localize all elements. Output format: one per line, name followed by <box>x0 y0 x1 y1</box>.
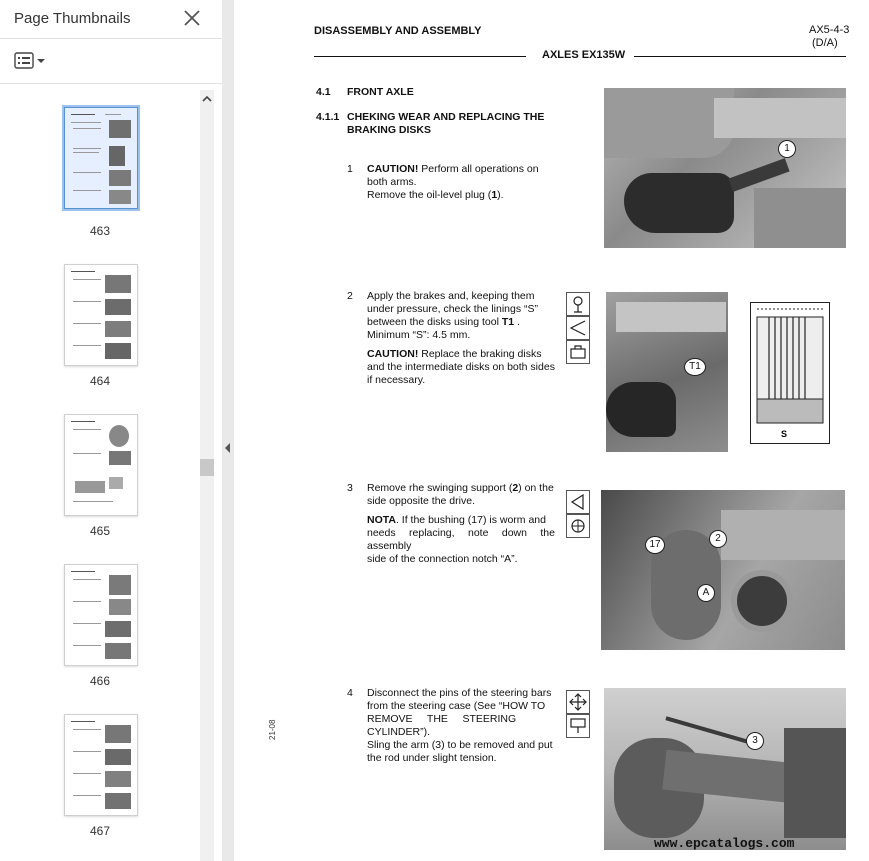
scrollbar-thumb[interactable] <box>200 459 214 476</box>
panel-title: Page Thumbnails <box>14 10 131 27</box>
callout-1: 1 <box>778 140 796 158</box>
close-icon[interactable] <box>180 6 204 30</box>
page-thumbnail-465[interactable] <box>64 414 138 516</box>
page-number-463: 463 <box>89 224 111 238</box>
page-number-466: 466 <box>89 674 111 688</box>
caution-label: CAUTION! <box>367 163 419 175</box>
thumbnails-panel <box>0 0 223 861</box>
page-number-467: 467 <box>89 824 111 838</box>
panel-header <box>0 0 222 39</box>
document-page <box>234 0 869 861</box>
section-number: 4.1 <box>316 86 331 98</box>
remove-arrow-icon <box>566 490 590 514</box>
watermark-text: www.epcatalogs.com <box>654 836 795 851</box>
panel-toolbar <box>0 39 222 84</box>
list-options-icon[interactable] <box>14 51 48 71</box>
header-left-title: DISASSEMBLY AND ASSEMBLY <box>314 25 482 37</box>
brake-pedal-icon <box>566 292 590 316</box>
header-page-code: AX5-4-3 <box>809 24 850 36</box>
tool-kit-icon <box>566 340 590 364</box>
page-thumbnail-466[interactable] <box>64 564 138 666</box>
header-rule-left <box>314 56 526 57</box>
photo-brake-check <box>606 292 728 452</box>
collapse-panel-arrow-icon[interactable] <box>223 440 233 456</box>
label-s: S <box>781 429 788 439</box>
page-thumbnail-467[interactable] <box>64 714 138 816</box>
step-number: 4 <box>347 687 353 699</box>
step-4-text: Disconnect the pins of the steering bars from the steering case (See “HOW TO REMOVE THE STEERING CYLINDER”). Sling the arm (3) to be removed and put the rod under slight tension. <box>367 687 553 764</box>
photo-steering-bars <box>604 688 846 850</box>
step-number: 1 <box>347 163 353 175</box>
caution-label: CAUTION! <box>367 348 419 360</box>
step-2-text: Apply the brakes and, keeping them under pressure, check the linings “S” between the disks using tool T1 . Minimum “S”: 4.5 mm. CAUTION! Replace the braking disks and the intermediate disks on both sides if necessary. <box>367 290 555 386</box>
step-number: 2 <box>347 290 353 302</box>
subsection-title-line2: BRAKING DISKS <box>347 124 432 136</box>
section-title: FRONT AXLE <box>347 86 414 98</box>
page-thumbnail-463[interactable] <box>64 107 138 209</box>
panel-splitter[interactable] <box>222 0 234 861</box>
header-center-title: AXLES EX135W <box>542 49 626 61</box>
photo-swinging-support <box>601 490 845 650</box>
feeler-gauge-icon <box>566 316 590 340</box>
callout-3: 3 <box>746 732 764 750</box>
header-rule-right <box>634 56 846 57</box>
subsection-title-line1: CHEKING WEAR AND REPLACING THE <box>347 111 545 123</box>
subsection-number: 4.1.1 <box>316 111 340 123</box>
vertical-page-code: 21-08 <box>268 719 277 740</box>
nota-label: NOTA <box>367 514 396 526</box>
step-number: 3 <box>347 482 353 494</box>
photo-oil-level-plug <box>604 88 846 248</box>
page-thumbnail-464[interactable] <box>64 264 138 366</box>
callout-t1: T1 <box>684 358 706 376</box>
step-3-text: Remove rhe swinging support (2) on the side opposite the drive. NOTA. If the bushing (17) is worm and needs replacing, note down the assembly side of the connection notch “A”. <box>367 482 555 565</box>
callout-17: 17 <box>645 536 665 554</box>
page-number-464: 464 <box>89 374 111 388</box>
sling-hook-icon <box>566 714 590 738</box>
callout-2: 2 <box>709 530 727 548</box>
page-number-465: 465 <box>89 524 111 538</box>
diagram-braking-disks <box>750 302 830 444</box>
header-page-sub: (D/A) <box>812 37 838 49</box>
bushing-icon <box>566 514 590 538</box>
callout-a: A <box>697 584 715 602</box>
scroll-up-arrow-icon[interactable] <box>200 92 214 106</box>
step-1-text: CAUTION! Perform all operations on both arms. Remove the oil-level plug (1). <box>367 163 539 201</box>
disconnect-arrows-icon <box>566 690 590 714</box>
thumbnail-list <box>0 84 200 861</box>
